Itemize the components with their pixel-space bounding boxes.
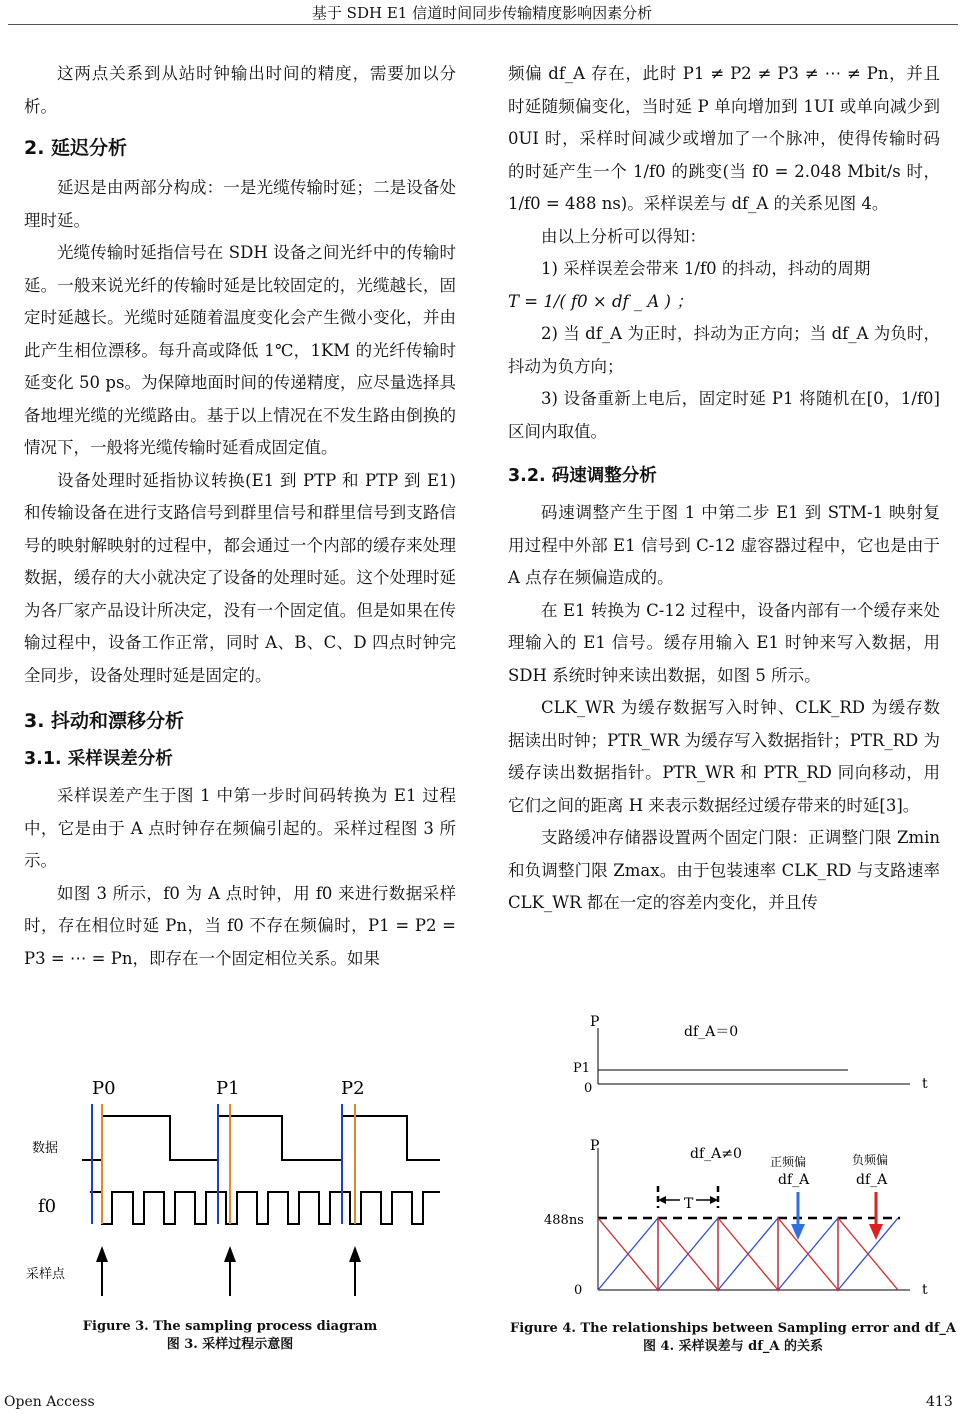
period-t-label: T bbox=[684, 1196, 694, 1212]
top-p-axis-label: P bbox=[590, 1014, 600, 1030]
section-heading-jitter: 3. 抖动和漂移分析 bbox=[24, 710, 185, 732]
red-sawtooth bbox=[598, 1218, 898, 1290]
running-header: 基于 SDH E1 信道时间同步传输精度影响因素分析 bbox=[311, 4, 653, 22]
sampling-arrow bbox=[349, 1246, 361, 1296]
p2-label: P2 bbox=[341, 1078, 365, 1099]
bottom-p-axis-label: P bbox=[590, 1138, 600, 1154]
caption-cn: 图 4. 采样误差与 df_A 的关系 bbox=[643, 1339, 823, 1354]
paragraph: 光缆传输时延指信号在 SDH 设备之间光纤中的传输时延。一般来说光纤的传输时延是比较固定的，光缆越长，固定时延越长。光缆时延随着温度变化会产生微小变化，并由此产生相位漂移。每升高或降低 1℃，1KM 的光纤传输时延变化 50 ps。为保障地面时间的传递精度，应尽量选择具备地埋光缆的光缆路由。基于以上情况在不发生路由倒换的情况下，一般将光缆传输时延看成固定值。 bbox=[24, 243, 456, 457]
negative-dfa-label: df_A bbox=[856, 1172, 888, 1188]
positive-offset-arrow bbox=[791, 1192, 805, 1240]
section-heading-delay: 2. 延迟分析 bbox=[24, 137, 128, 159]
right-column bbox=[508, 58, 940, 920]
sampling-arrow bbox=[96, 1246, 108, 1296]
positive-offset-label: 正频偏 bbox=[770, 1155, 807, 1169]
ns-level-label: 488ns bbox=[544, 1213, 584, 1228]
positive-dfa-label: df_A bbox=[778, 1172, 810, 1188]
header-rule bbox=[8, 24, 958, 25]
figure-4-error-vs-dfa bbox=[530, 1008, 950, 1308]
bottom-dfa-label: df_A≠0 bbox=[690, 1146, 742, 1162]
sampling-arrow bbox=[224, 1246, 236, 1296]
clock-label: f0 bbox=[38, 1196, 57, 1217]
top-zero-label: 0 bbox=[584, 1081, 593, 1096]
caption-en: Figure 4. The relationships between Sampling error and df_A bbox=[509, 1321, 957, 1336]
paragraph: 1) 采样误差会带来 1/f0 的抖动，抖动的周期 bbox=[541, 259, 871, 278]
subsection-heading-sampling: 3.1. 采样误差分析 bbox=[24, 749, 173, 769]
negative-offset-label: 负频偏 bbox=[852, 1153, 889, 1167]
data-label: 数据 bbox=[32, 1141, 59, 1156]
figure-3-sampling-diagram bbox=[20, 1064, 460, 1314]
left-column bbox=[24, 58, 456, 975]
bottom-zero-label: 0 bbox=[574, 1283, 583, 1298]
paragraph: 3) 设备重新上电后，固定时延 P1 将随机在[0，1/f0]区间内取值。 bbox=[508, 389, 940, 441]
figure-4-caption bbox=[508, 1320, 958, 1356]
clock-waveform bbox=[90, 1192, 440, 1224]
paragraph: 由以上分析可以得知： bbox=[541, 226, 706, 246]
p0-label: P0 bbox=[92, 1078, 116, 1099]
top-dfa-label: df_A＝0 bbox=[684, 1024, 739, 1040]
paragraph: 2) 当 df_A 为正时，抖动为正方向；当 df_A 为负时，抖动为负方向； bbox=[508, 324, 940, 376]
subsection-heading-rate: 3.2. 码速调整分析 bbox=[508, 466, 657, 486]
paragraph: 采样误差产生于图 1 中第一步时间码转换为 E1 过程中，它是由于 A 点时钟存在频偏引起的。采样过程图 3 所示。 bbox=[24, 786, 456, 870]
formula: T = 1/( f0 × df _ A ) ； bbox=[508, 291, 693, 311]
footer-open-access: Open Access bbox=[4, 1394, 95, 1410]
caption-en: Figure 3. The sampling process diagram bbox=[82, 1319, 378, 1334]
sample-label: 采样点 bbox=[26, 1267, 66, 1282]
top-p1-label: P1 bbox=[573, 1061, 591, 1076]
data-waveform bbox=[82, 1116, 440, 1160]
paragraph: 设备处理时延指协议转换(E1 到 PTP 和 PTP 到 E1)和传输设备在进行支路信号到群里信号和群里信号到支路信号的映射解映射的过程中，都会通过一个内部的缓存来处理数据，缓存的大小就决定了设备的处理时延。这个处理时延为各厂家产品设计所决定，没有一个固定值。但是如果在传输过程中，设备工作正常，同时 A、B、C、D 四点时钟完全同步，设备处理时延是固定的。 bbox=[24, 470, 456, 685]
bottom-t-label: t bbox=[922, 1282, 928, 1298]
caption-cn: 图 3. 采样过程示意图 bbox=[166, 1337, 294, 1352]
paragraph: 码速调整产生于图 1 中第二步 E1 到 STM-1 映射复用过程中外部 E1 信号到 C-12 虚容器过程中，它也是由于 A 点存在频偏造成的。 bbox=[508, 503, 940, 587]
figure-3-caption bbox=[24, 1318, 436, 1354]
top-t-label: t bbox=[922, 1076, 928, 1092]
negative-offset-arrow bbox=[869, 1192, 883, 1240]
paragraph: 如图 3 所示，f0 为 A 点时钟，用 f0 来进行数据采样时，存在相位时延 Pn，当 f0 不存在频偏时，P1 = P2 = P3 = ⋯ = Pn，即存在一个固定相位关系。如果 bbox=[24, 883, 456, 968]
paragraph: 支路缓冲存储器设置两个固定门限：正调整门限 Zmin 和负调整门限 Zmax。由于包装速率 CLK_RD 与支路速率 CLK_WR 都在一定的容差内变化，并且传 bbox=[508, 828, 940, 912]
p1-label: P1 bbox=[216, 1078, 240, 1099]
paragraph: 延迟是由两部分构成：一是光缆传输时延；二是设备处理时延。 bbox=[24, 178, 456, 230]
footer-page-number: 413 bbox=[926, 1394, 953, 1410]
paragraph: 在 E1 转换为 C-12 过程中，设备内部有一个缓存来处理输入的 E1 信号。缓存用输入 E1 时钟来写入数据，用 SDH 系统时钟来读出数据，如图 5 所示。 bbox=[508, 600, 940, 685]
paragraph: 频偏 df_A 存在，此时 P1 ≠ P2 ≠ P3 ≠ ⋯ ≠ Pn，并且时延随频偏变化，当时延 P 单向增加到 1UI 或单向减少到 0UI 时，采样时间减少或增加了一个脉冲，使得传输时码的时延产生一个 1/f0 的跳变(当 f0 = 2.048 Mbit/s 时，1/f0 = 488 ns)。采样误差与 df_A 的关系见图 4。 bbox=[508, 64, 940, 213]
paragraph: 这两点关系到从站时钟输出时间的精度，需要加以分析。 bbox=[24, 64, 456, 116]
paragraph: CLK_WR 为缓存数据写入时钟、CLK_RD 为缓存数据读出时钟；PTR_WR 为缓存写入数据指针；PTR_RD 为缓存读出数据指针。PTR_WR 和 PTR_RD 同向移动，用它们之间的距离 H 来表示数据经过缓存带来的时延[3]。 bbox=[508, 698, 940, 815]
